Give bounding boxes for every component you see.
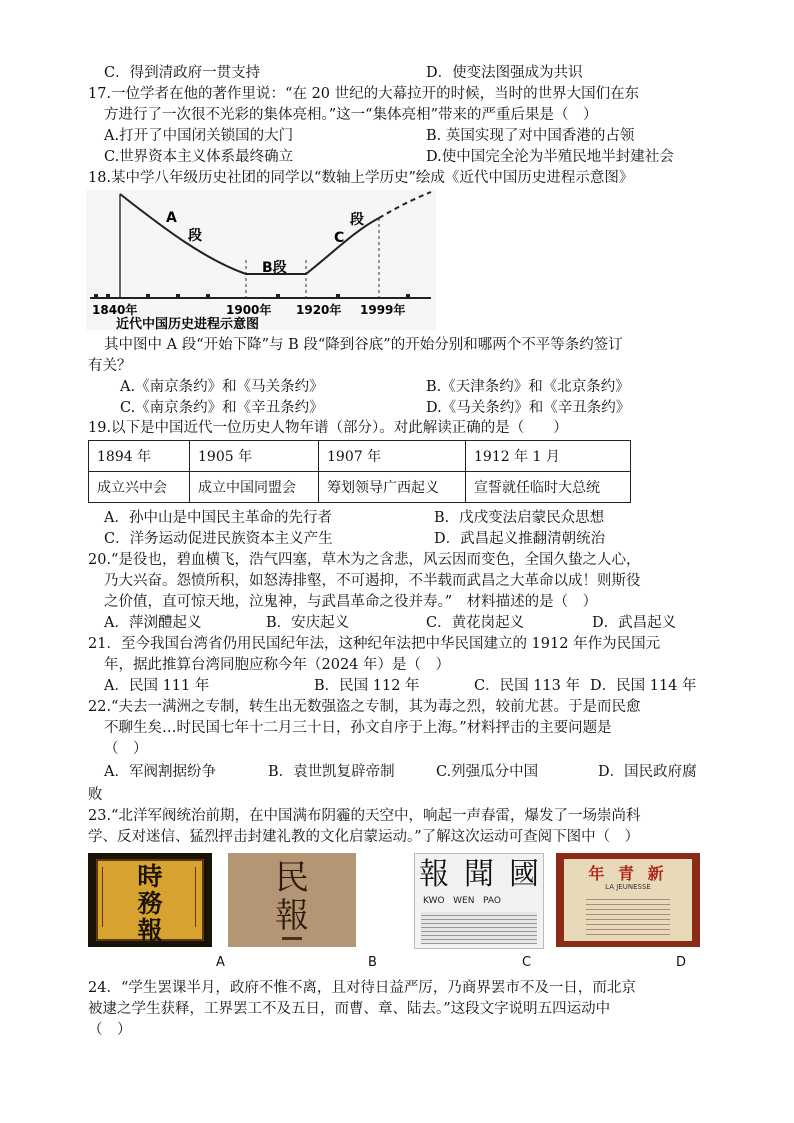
q17-option-d: D.使中国完全沦为半殖民地半封建社会	[426, 149, 674, 165]
year-1999: 1999年	[360, 303, 406, 317]
q21-option-b: B．民国 112 年	[314, 678, 420, 694]
table-row	[89, 472, 631, 503]
q20-option-a: A．萍浏醴起义	[104, 615, 202, 631]
table-cell: 成立中国同盟会	[190, 472, 319, 503]
q18-stem-line2: 其中图中 A 段“开始下降”与 B 段“降到谷底”的开始分别和哪两个不平等条约签订	[104, 337, 623, 353]
image-c-char: 報	[419, 857, 449, 892]
q17-stem-line2: 方进行了一次很不光彩的集体亮相。”这一“集体亮相”带来的严重后果是（ ）	[104, 107, 598, 123]
q22-option-d-continuation: 败	[88, 787, 103, 803]
q21-option-a: A．民国 111 年	[104, 678, 210, 694]
q23-stem-line1: 23.“北洋军阀统治前期，在中国满布阴霾的天空中，响起一声春雷，爆发了一场崇尚科	[88, 808, 641, 824]
image-b-label: B	[368, 955, 377, 970]
q17-option-b: B. 英国实现了对中国香港的占领	[426, 128, 635, 144]
q22-option-b: B．袁世凯复辟帝制	[268, 764, 395, 780]
year-1920: 1920年	[296, 303, 342, 317]
q22-stem-line2: 不聊生矣…时民国七年十二月三十日，孙文自序于上海。”材料抨击的主要问题是	[104, 720, 612, 736]
year-1840: 1840年	[92, 303, 138, 317]
image-b-char: 報	[275, 896, 309, 936]
table-cell: 宣誓就任临时大总统	[466, 472, 631, 503]
q19-chronology-table	[88, 440, 631, 503]
table-cell: 成立兴中会	[89, 472, 190, 503]
q20-option-c: C．黄花岗起义	[426, 615, 525, 631]
table-cell: 1907 年	[319, 441, 466, 472]
q19-option-b: B．戊戌变法启蒙民众思想	[434, 510, 605, 526]
q22-stem-line3: （ ）	[104, 741, 148, 757]
newspaper-image-a	[88, 853, 212, 947]
q19-option-c: C．洋务运动促进民族资本主义产生	[104, 531, 333, 547]
q19-stem: 19.以下是中国近代一位历史人物年谱（部分）。对此解读正确的是（ ）	[88, 420, 568, 436]
q18-stem-line1: 18.某中学八年级历史社团的同学以“数轴上学历史”绘成《近代中国历史进程示意图》	[88, 170, 634, 186]
q18-option-c: C.《南京条约》和《辛丑条约》	[120, 400, 324, 416]
q22-option-c: C.列强瓜分中国	[436, 764, 539, 780]
segment-c-suffix: 段	[350, 212, 364, 228]
q20-stem-line2: 乃大兴奋。怨愤所积，如怒涛排壑，不可遏抑，不半载而武昌之大革命以成！则斯役	[104, 573, 641, 589]
image-c-char: 國	[509, 857, 539, 892]
segment-a-suffix: 段	[188, 228, 202, 244]
q23-stem-line2: 学、反对迷信、猛烈抨击封建礼教的文化启蒙运动。”了解这次运动可查阅下图中（ ）	[88, 829, 640, 845]
q18-option-a: A.《南京条约》和《马关条约》	[120, 379, 324, 395]
table-cell: 筹划领导广西起义	[319, 472, 466, 503]
q18-option-b: B.《天津条约》和《北京条约》	[426, 379, 630, 395]
q22-option-a: A．军阀割据纷争	[104, 764, 216, 780]
q21-option-d: D．民国 114 年	[590, 678, 697, 694]
q22-stem-line1: 22.“夫去一满洲之专制，转生出无数强盗之专制，其为毒之烈，较前尤甚。于是而民愈	[88, 699, 641, 715]
q18-option-d: D.《马关条约》和《辛丑条约》	[426, 400, 631, 416]
image-c-label: C	[522, 955, 532, 970]
q16-option-d: D．使变法图强成为共识	[426, 65, 583, 81]
image-a-label: A	[216, 955, 225, 970]
table-cell: 1894 年	[89, 441, 190, 472]
q20-option-d: D．武昌起义	[592, 615, 677, 631]
image-d-label: D	[676, 955, 687, 970]
newspaper-image-c	[414, 853, 544, 949]
q22-option-d: D．国民政府腐	[598, 764, 697, 780]
q19-option-a: A．孙中山是中国民主革命的先行者	[104, 510, 332, 526]
image-d-roman: LA JEUNESSE	[605, 883, 651, 891]
table-row	[89, 441, 631, 472]
segment-a-label: A	[166, 210, 177, 226]
q24-stem-line3: （ ）	[88, 1022, 132, 1038]
image-d-title: 年 青 新	[588, 864, 668, 883]
newspaper-image-d	[556, 853, 700, 947]
q17-stem-line1: 17.一位学者在他的著作里说：“在 20 世纪的大幕拉开的时候，当时的世界大国们在东	[88, 86, 640, 102]
q24-stem-line1: 24．“学生罢课半月，政府不惟不离，且对待日益严厉，乃商界罢市不及一日，而北京	[88, 980, 636, 996]
q21-option-c: C．民国 113 年	[474, 678, 580, 694]
q16-option-c: C．得到清政府一贯支持	[104, 65, 261, 81]
q18-stem-line3: 有关？	[88, 358, 132, 374]
q24-stem-line2: 被逮之学生获释，工界罢工不及五日，而曹、章、陆去。”这段文字说明五四运动中	[88, 1001, 611, 1017]
q21-stem-line2: 年，据此推算台湾同胞应称今年（2024 年）是（ ）	[104, 657, 451, 673]
history-process-diagram	[86, 190, 436, 330]
q20-stem-line1: 20.“是役也，碧血横飞，浩气四塞，草木为之含悲，风云因而变色，全国久蛰之人心，	[88, 552, 641, 568]
q20-option-b: B．安庆起义	[266, 615, 350, 631]
image-c-char: 聞	[464, 857, 494, 892]
q17-option-c: C.世界资本主义体系最终确立	[104, 149, 294, 165]
image-b-char: 民	[275, 858, 309, 898]
segment-b-label: B段	[262, 260, 287, 276]
image-c-roman: KWO WEN PAO	[423, 896, 501, 906]
q19-option-d: D．武昌起义推翻清朝统治	[434, 531, 606, 547]
image-a-char: 務	[137, 889, 163, 918]
year-1900: 1900年	[226, 303, 272, 317]
table-cell: 1905 年	[190, 441, 319, 472]
diagram-title: 近代中国历史进程示意图	[116, 317, 260, 330]
table-cell: 1912 年 1 月	[466, 441, 631, 472]
image-a-char: 時	[137, 862, 163, 891]
image-a-char: 報	[137, 916, 163, 945]
q17-option-a: A.打开了中国闭关锁国的大门	[104, 128, 294, 144]
newspaper-image-b	[228, 853, 356, 947]
q21-stem-line1: 21．至今我国台湾省仍用民国纪年法，这种纪年法把中华民国建立的 1912 年作为民国元	[88, 636, 661, 652]
segment-c-label: C	[334, 230, 345, 246]
q20-stem-line3: 之价值，直可惊天地，泣鬼神，与武昌革命之役并寿。” 材料描述的是（ ）	[104, 594, 598, 610]
